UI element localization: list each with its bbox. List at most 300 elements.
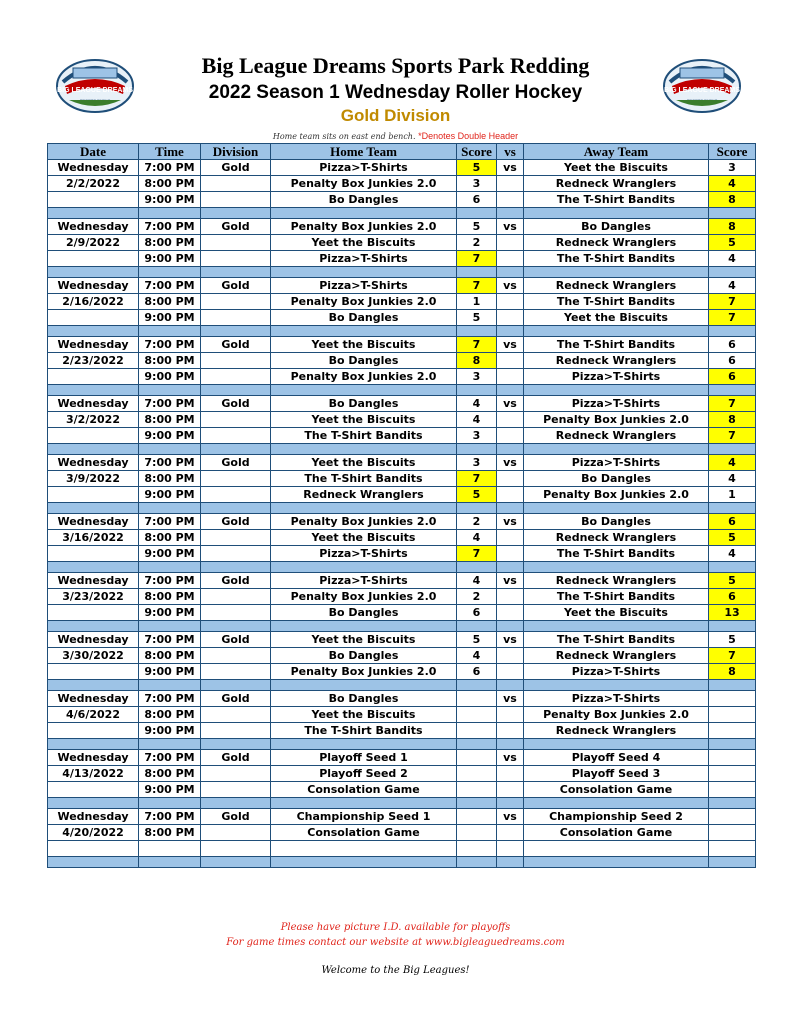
table-row <box>48 514 756 530</box>
col-header-division: Division <box>201 144 271 160</box>
vs-cell: vs <box>497 219 524 235</box>
division-cell: Gold <box>201 455 271 471</box>
separator-cell <box>709 739 756 750</box>
table-row <box>48 396 756 412</box>
separator-cell <box>201 208 271 219</box>
away-team-cell: The T-Shirt Bandits <box>524 546 709 562</box>
home-score-cell: 7 <box>457 337 497 353</box>
home-team-cell: Bo Dangles <box>271 605 457 621</box>
table-row <box>48 487 756 503</box>
home-team-cell: Penalty Box Junkies 2.0 <box>271 219 457 235</box>
table-row <box>48 412 756 428</box>
vs-cell: vs <box>497 455 524 471</box>
time-cell: 7:00 PM <box>139 809 201 825</box>
separator-cell <box>201 326 271 337</box>
table-row <box>48 825 756 841</box>
away-score-cell: 6 <box>709 353 756 369</box>
separator-cell <box>497 208 524 219</box>
division-cell <box>201 723 271 739</box>
separator-cell <box>457 503 497 514</box>
separator-cell <box>201 739 271 750</box>
date-cell <box>48 664 139 680</box>
division-cell: Gold <box>201 809 271 825</box>
date-cell <box>48 487 139 503</box>
division-cell: Gold <box>201 396 271 412</box>
separator-cell <box>139 267 201 278</box>
division-cell <box>201 766 271 782</box>
table-row <box>48 632 756 648</box>
home-score-cell: 1 <box>457 294 497 310</box>
svg-text:BIG LEAGUE DREAMS: BIG LEAGUE DREAMS <box>664 87 740 94</box>
away-team-cell: Penalty Box Junkies 2.0 <box>524 487 709 503</box>
separator-cell <box>271 267 457 278</box>
table-row <box>48 648 756 664</box>
home-team-cell: Yeet the Biscuits <box>271 235 457 251</box>
home-team-cell: Pizza>T-Shirts <box>271 160 457 176</box>
home-team-cell: Penalty Box Junkies 2.0 <box>271 664 457 680</box>
home-score-cell: 7 <box>457 251 497 267</box>
home-score-cell <box>457 841 497 857</box>
date-cell: 2/9/2022 <box>48 235 139 251</box>
separator-cell <box>457 857 497 868</box>
division-cell: Gold <box>201 160 271 176</box>
separator-cell <box>709 680 756 691</box>
separator-cell <box>201 385 271 396</box>
away-team-cell: Pizza>T-Shirts <box>524 396 709 412</box>
home-team-cell: Bo Dangles <box>271 192 457 208</box>
away-team-cell: Bo Dangles <box>524 219 709 235</box>
division-cell <box>201 589 271 605</box>
week-separator <box>48 503 756 514</box>
home-team-cell: Consolation Game <box>271 825 457 841</box>
separator-cell <box>497 798 524 809</box>
separator-cell <box>48 680 139 691</box>
separator-cell <box>524 267 709 278</box>
date-cell: Wednesday <box>48 750 139 766</box>
time-cell: 7:00 PM <box>139 573 201 589</box>
table-row <box>48 573 756 589</box>
date-cell: Wednesday <box>48 278 139 294</box>
separator-cell <box>497 503 524 514</box>
vs-cell: vs <box>497 573 524 589</box>
separator-cell <box>524 444 709 455</box>
home-score-cell: 5 <box>457 160 497 176</box>
vs-cell <box>497 310 524 326</box>
division-cell <box>201 648 271 664</box>
separator-cell <box>48 208 139 219</box>
table-row <box>48 160 756 176</box>
col-header-date: Date <box>48 144 139 160</box>
time-cell: 9:00 PM <box>139 487 201 503</box>
division-cell <box>201 294 271 310</box>
away-score-cell: 7 <box>709 648 756 664</box>
vs-cell: vs <box>497 750 524 766</box>
home-team-cell: Bo Dangles <box>271 691 457 707</box>
away-team-cell <box>524 841 709 857</box>
away-team-cell: The T-Shirt Bandits <box>524 192 709 208</box>
away-score-cell: 1 <box>709 487 756 503</box>
double-header-note: *Denotes Double Header <box>418 131 519 141</box>
time-cell: 8:00 PM <box>139 707 201 723</box>
separator-cell <box>201 621 271 632</box>
home-team-cell: Championship Seed 1 <box>271 809 457 825</box>
table-row <box>48 530 756 546</box>
separator-cell <box>48 444 139 455</box>
home-team-cell: Pizza>T-Shirts <box>271 546 457 562</box>
away-score-cell: 7 <box>709 310 756 326</box>
footer-welcome: Welcome to the Big Leagues! <box>321 965 470 976</box>
separator-cell <box>201 857 271 868</box>
week-separator <box>48 208 756 219</box>
separator-cell <box>48 503 139 514</box>
vs-cell <box>497 825 524 841</box>
home-score-cell: 4 <box>457 573 497 589</box>
separator-cell <box>139 798 201 809</box>
table-row <box>48 278 756 294</box>
home-score-cell: 7 <box>457 471 497 487</box>
vs-cell <box>497 782 524 798</box>
date-cell: 4/6/2022 <box>48 707 139 723</box>
bench-note: Home team sits on east end bench. <box>272 132 416 141</box>
home-score-cell: 7 <box>457 546 497 562</box>
time-cell: 7:00 PM <box>139 160 201 176</box>
week-separator <box>48 621 756 632</box>
date-cell: 3/23/2022 <box>48 589 139 605</box>
time-cell: 7:00 PM <box>139 219 201 235</box>
date-cell <box>48 546 139 562</box>
away-score-cell <box>709 707 756 723</box>
date-cell: Wednesday <box>48 160 139 176</box>
separator-cell <box>139 326 201 337</box>
division-title: Gold Division <box>340 106 451 125</box>
week-separator <box>48 562 756 573</box>
away-team-cell: Redneck Wranglers <box>524 530 709 546</box>
division-cell: Gold <box>201 632 271 648</box>
time-cell: 7:00 PM <box>139 632 201 648</box>
division-cell: Gold <box>201 750 271 766</box>
home-score-cell: 6 <box>457 605 497 621</box>
table-row <box>48 192 756 208</box>
table-header-row <box>48 144 756 160</box>
home-team-cell: Consolation Game <box>271 782 457 798</box>
vs-cell <box>497 664 524 680</box>
time-cell: 8:00 PM <box>139 176 201 192</box>
home-team-cell: Yeet the Biscuits <box>271 337 457 353</box>
home-score-cell: 2 <box>457 589 497 605</box>
date-cell <box>48 192 139 208</box>
time-cell: 7:00 PM <box>139 396 201 412</box>
separator-cell <box>497 267 524 278</box>
date-cell: 4/13/2022 <box>48 766 139 782</box>
separator-cell <box>497 562 524 573</box>
home-score-cell: 4 <box>457 530 497 546</box>
footer-id-note: Please have picture I.D. available for playoffs <box>280 922 511 933</box>
separator-cell <box>497 385 524 396</box>
date-cell: Wednesday <box>48 396 139 412</box>
time-cell: 9:00 PM <box>139 369 201 385</box>
date-cell <box>48 605 139 621</box>
division-cell <box>201 412 271 428</box>
separator-cell <box>457 739 497 750</box>
col-header-away-team: Away Team <box>524 144 709 160</box>
separator-cell <box>497 739 524 750</box>
away-score-cell: 4 <box>709 251 756 267</box>
home-score-cell <box>457 825 497 841</box>
table-row <box>48 337 756 353</box>
separator-cell <box>201 267 271 278</box>
division-cell <box>201 235 271 251</box>
separator-cell <box>709 385 756 396</box>
week-separator <box>48 267 756 278</box>
time-cell: 8:00 PM <box>139 530 201 546</box>
home-team-cell: The T-Shirt Bandits <box>271 471 457 487</box>
table-row <box>48 766 756 782</box>
table-row <box>48 707 756 723</box>
separator-cell <box>709 562 756 573</box>
time-cell: 7:00 PM <box>139 750 201 766</box>
away-score-cell: 3 <box>709 160 756 176</box>
separator-cell <box>709 857 756 868</box>
division-cell: Gold <box>201 514 271 530</box>
vs-cell: vs <box>497 691 524 707</box>
schedule-table <box>47 143 756 868</box>
separator-cell <box>457 208 497 219</box>
separator-cell <box>201 680 271 691</box>
separator-cell <box>271 680 457 691</box>
separator-cell <box>457 385 497 396</box>
separator-cell <box>48 385 139 396</box>
separator-cell <box>271 562 457 573</box>
division-cell <box>201 530 271 546</box>
date-cell: Wednesday <box>48 632 139 648</box>
vs-cell <box>497 766 524 782</box>
away-score-cell <box>709 825 756 841</box>
date-cell: Wednesday <box>48 455 139 471</box>
separator-cell <box>709 503 756 514</box>
home-team-cell <box>271 841 457 857</box>
table-row <box>48 471 756 487</box>
away-score-cell: 8 <box>709 412 756 428</box>
away-team-cell: The T-Shirt Bandits <box>524 632 709 648</box>
separator-cell <box>271 621 457 632</box>
separator-cell <box>271 798 457 809</box>
away-score-cell <box>709 841 756 857</box>
separator-cell <box>524 739 709 750</box>
date-cell: Wednesday <box>48 809 139 825</box>
home-team-cell: Yeet the Biscuits <box>271 707 457 723</box>
separator-cell <box>524 385 709 396</box>
home-team-cell: Pizza>T-Shirts <box>271 251 457 267</box>
date-cell: 3/9/2022 <box>48 471 139 487</box>
home-score-cell <box>457 723 497 739</box>
date-cell: 3/30/2022 <box>48 648 139 664</box>
separator-cell <box>497 621 524 632</box>
away-score-cell: 6 <box>709 589 756 605</box>
home-score-cell: 4 <box>457 412 497 428</box>
separator-cell <box>271 326 457 337</box>
separator-cell <box>139 444 201 455</box>
home-score-cell: 6 <box>457 664 497 680</box>
table-row <box>48 546 756 562</box>
table-row <box>48 723 756 739</box>
away-team-cell: The T-Shirt Bandits <box>524 294 709 310</box>
division-cell <box>201 825 271 841</box>
division-cell <box>201 471 271 487</box>
away-team-cell: Penalty Box Junkies 2.0 <box>524 412 709 428</box>
date-cell: 3/2/2022 <box>48 412 139 428</box>
date-cell: 2/2/2022 <box>48 176 139 192</box>
home-team-cell: The T-Shirt Bandits <box>271 723 457 739</box>
division-cell <box>201 487 271 503</box>
separator-cell <box>524 621 709 632</box>
home-score-cell: 3 <box>457 369 497 385</box>
separator-cell <box>139 385 201 396</box>
time-cell: 7:00 PM <box>139 514 201 530</box>
col-header-home-score: Score <box>457 144 497 160</box>
time-cell: 9:00 PM <box>139 782 201 798</box>
table-row <box>48 809 756 825</box>
home-score-cell <box>457 707 497 723</box>
division-cell <box>201 251 271 267</box>
home-score-cell <box>457 766 497 782</box>
separator-cell <box>497 326 524 337</box>
separator-cell <box>709 326 756 337</box>
time-cell: 9:00 PM <box>139 428 201 444</box>
separator-cell <box>457 444 497 455</box>
home-score-cell: 3 <box>457 176 497 192</box>
home-team-cell: Bo Dangles <box>271 310 457 326</box>
table-row <box>48 841 756 857</box>
time-cell: 8:00 PM <box>139 589 201 605</box>
home-team-cell: Redneck Wranglers <box>271 487 457 503</box>
separator-cell <box>139 562 201 573</box>
time-cell: 7:00 PM <box>139 455 201 471</box>
home-score-cell: 5 <box>457 487 497 503</box>
home-score-cell <box>457 691 497 707</box>
separator-cell <box>48 798 139 809</box>
away-team-cell: Yeet the Biscuits <box>524 605 709 621</box>
separator-cell <box>524 857 709 868</box>
week-separator <box>48 326 756 337</box>
table-row <box>48 235 756 251</box>
home-score-cell: 5 <box>457 310 497 326</box>
away-score-cell <box>709 723 756 739</box>
time-cell: 7:00 PM <box>139 278 201 294</box>
away-team-cell: Pizza>T-Shirts <box>524 455 709 471</box>
separator-cell <box>271 208 457 219</box>
vs-cell <box>497 353 524 369</box>
away-score-cell: 6 <box>709 514 756 530</box>
home-score-cell: 4 <box>457 648 497 664</box>
table-row <box>48 219 756 235</box>
home-team-cell: Penalty Box Junkies 2.0 <box>271 176 457 192</box>
away-score-cell: 7 <box>709 294 756 310</box>
table-row <box>48 353 756 369</box>
away-score-cell: 13 <box>709 605 756 621</box>
away-score-cell: 4 <box>709 176 756 192</box>
home-score-cell: 5 <box>457 219 497 235</box>
separator-cell <box>709 208 756 219</box>
away-team-cell: The T-Shirt Bandits <box>524 337 709 353</box>
vs-cell <box>497 176 524 192</box>
separator-cell <box>48 326 139 337</box>
date-cell: Wednesday <box>48 691 139 707</box>
division-cell <box>201 546 271 562</box>
table-row <box>48 176 756 192</box>
date-cell: Wednesday <box>48 337 139 353</box>
time-cell: 8:00 PM <box>139 471 201 487</box>
vs-cell <box>497 605 524 621</box>
col-header-away-score: Score <box>709 144 756 160</box>
table-row <box>48 310 756 326</box>
separator-cell <box>48 621 139 632</box>
svg-text:BIG LEAGUE DREAMS: BIG LEAGUE DREAMS <box>57 87 133 94</box>
date-cell <box>48 251 139 267</box>
vs-cell: vs <box>497 278 524 294</box>
separator-cell <box>457 798 497 809</box>
away-team-cell: Redneck Wranglers <box>524 648 709 664</box>
away-score-cell: 4 <box>709 455 756 471</box>
time-cell: 9:00 PM <box>139 546 201 562</box>
home-team-cell: Yeet the Biscuits <box>271 455 457 471</box>
home-team-cell: Bo Dangles <box>271 353 457 369</box>
separator-cell <box>457 621 497 632</box>
week-separator <box>48 385 756 396</box>
home-score-cell: 3 <box>457 455 497 471</box>
date-cell <box>48 723 139 739</box>
separator-cell <box>524 503 709 514</box>
division-cell: Gold <box>201 691 271 707</box>
vs-cell <box>497 648 524 664</box>
separator-cell <box>201 503 271 514</box>
home-score-cell <box>457 782 497 798</box>
home-team-cell: Yeet the Biscuits <box>271 412 457 428</box>
time-cell: 9:00 PM <box>139 192 201 208</box>
away-score-cell <box>709 750 756 766</box>
time-cell: 9:00 PM <box>139 664 201 680</box>
vs-cell <box>497 589 524 605</box>
home-score-cell <box>457 809 497 825</box>
away-team-cell: Playoff Seed 3 <box>524 766 709 782</box>
division-cell: Gold <box>201 337 271 353</box>
vs-cell <box>497 235 524 251</box>
division-cell <box>201 310 271 326</box>
vs-cell <box>497 723 524 739</box>
page-title: Big League Dreams Sports Park Redding <box>201 53 590 78</box>
home-score-cell: 8 <box>457 353 497 369</box>
vs-cell <box>497 487 524 503</box>
vs-cell: vs <box>497 514 524 530</box>
separator-cell <box>139 739 201 750</box>
table-row <box>48 294 756 310</box>
date-cell <box>48 310 139 326</box>
separator-cell <box>524 798 709 809</box>
separator-cell <box>457 680 497 691</box>
home-score-cell: 4 <box>457 396 497 412</box>
separator-cell <box>48 857 139 868</box>
division-cell <box>201 664 271 680</box>
table-row <box>48 251 756 267</box>
home-team-cell: Bo Dangles <box>271 648 457 664</box>
date-cell: Wednesday <box>48 573 139 589</box>
away-score-cell <box>709 782 756 798</box>
vs-cell: vs <box>497 160 524 176</box>
away-score-cell <box>709 691 756 707</box>
away-team-cell: Redneck Wranglers <box>524 353 709 369</box>
division-cell: Gold <box>201 278 271 294</box>
table-row <box>48 369 756 385</box>
away-score-cell <box>709 809 756 825</box>
